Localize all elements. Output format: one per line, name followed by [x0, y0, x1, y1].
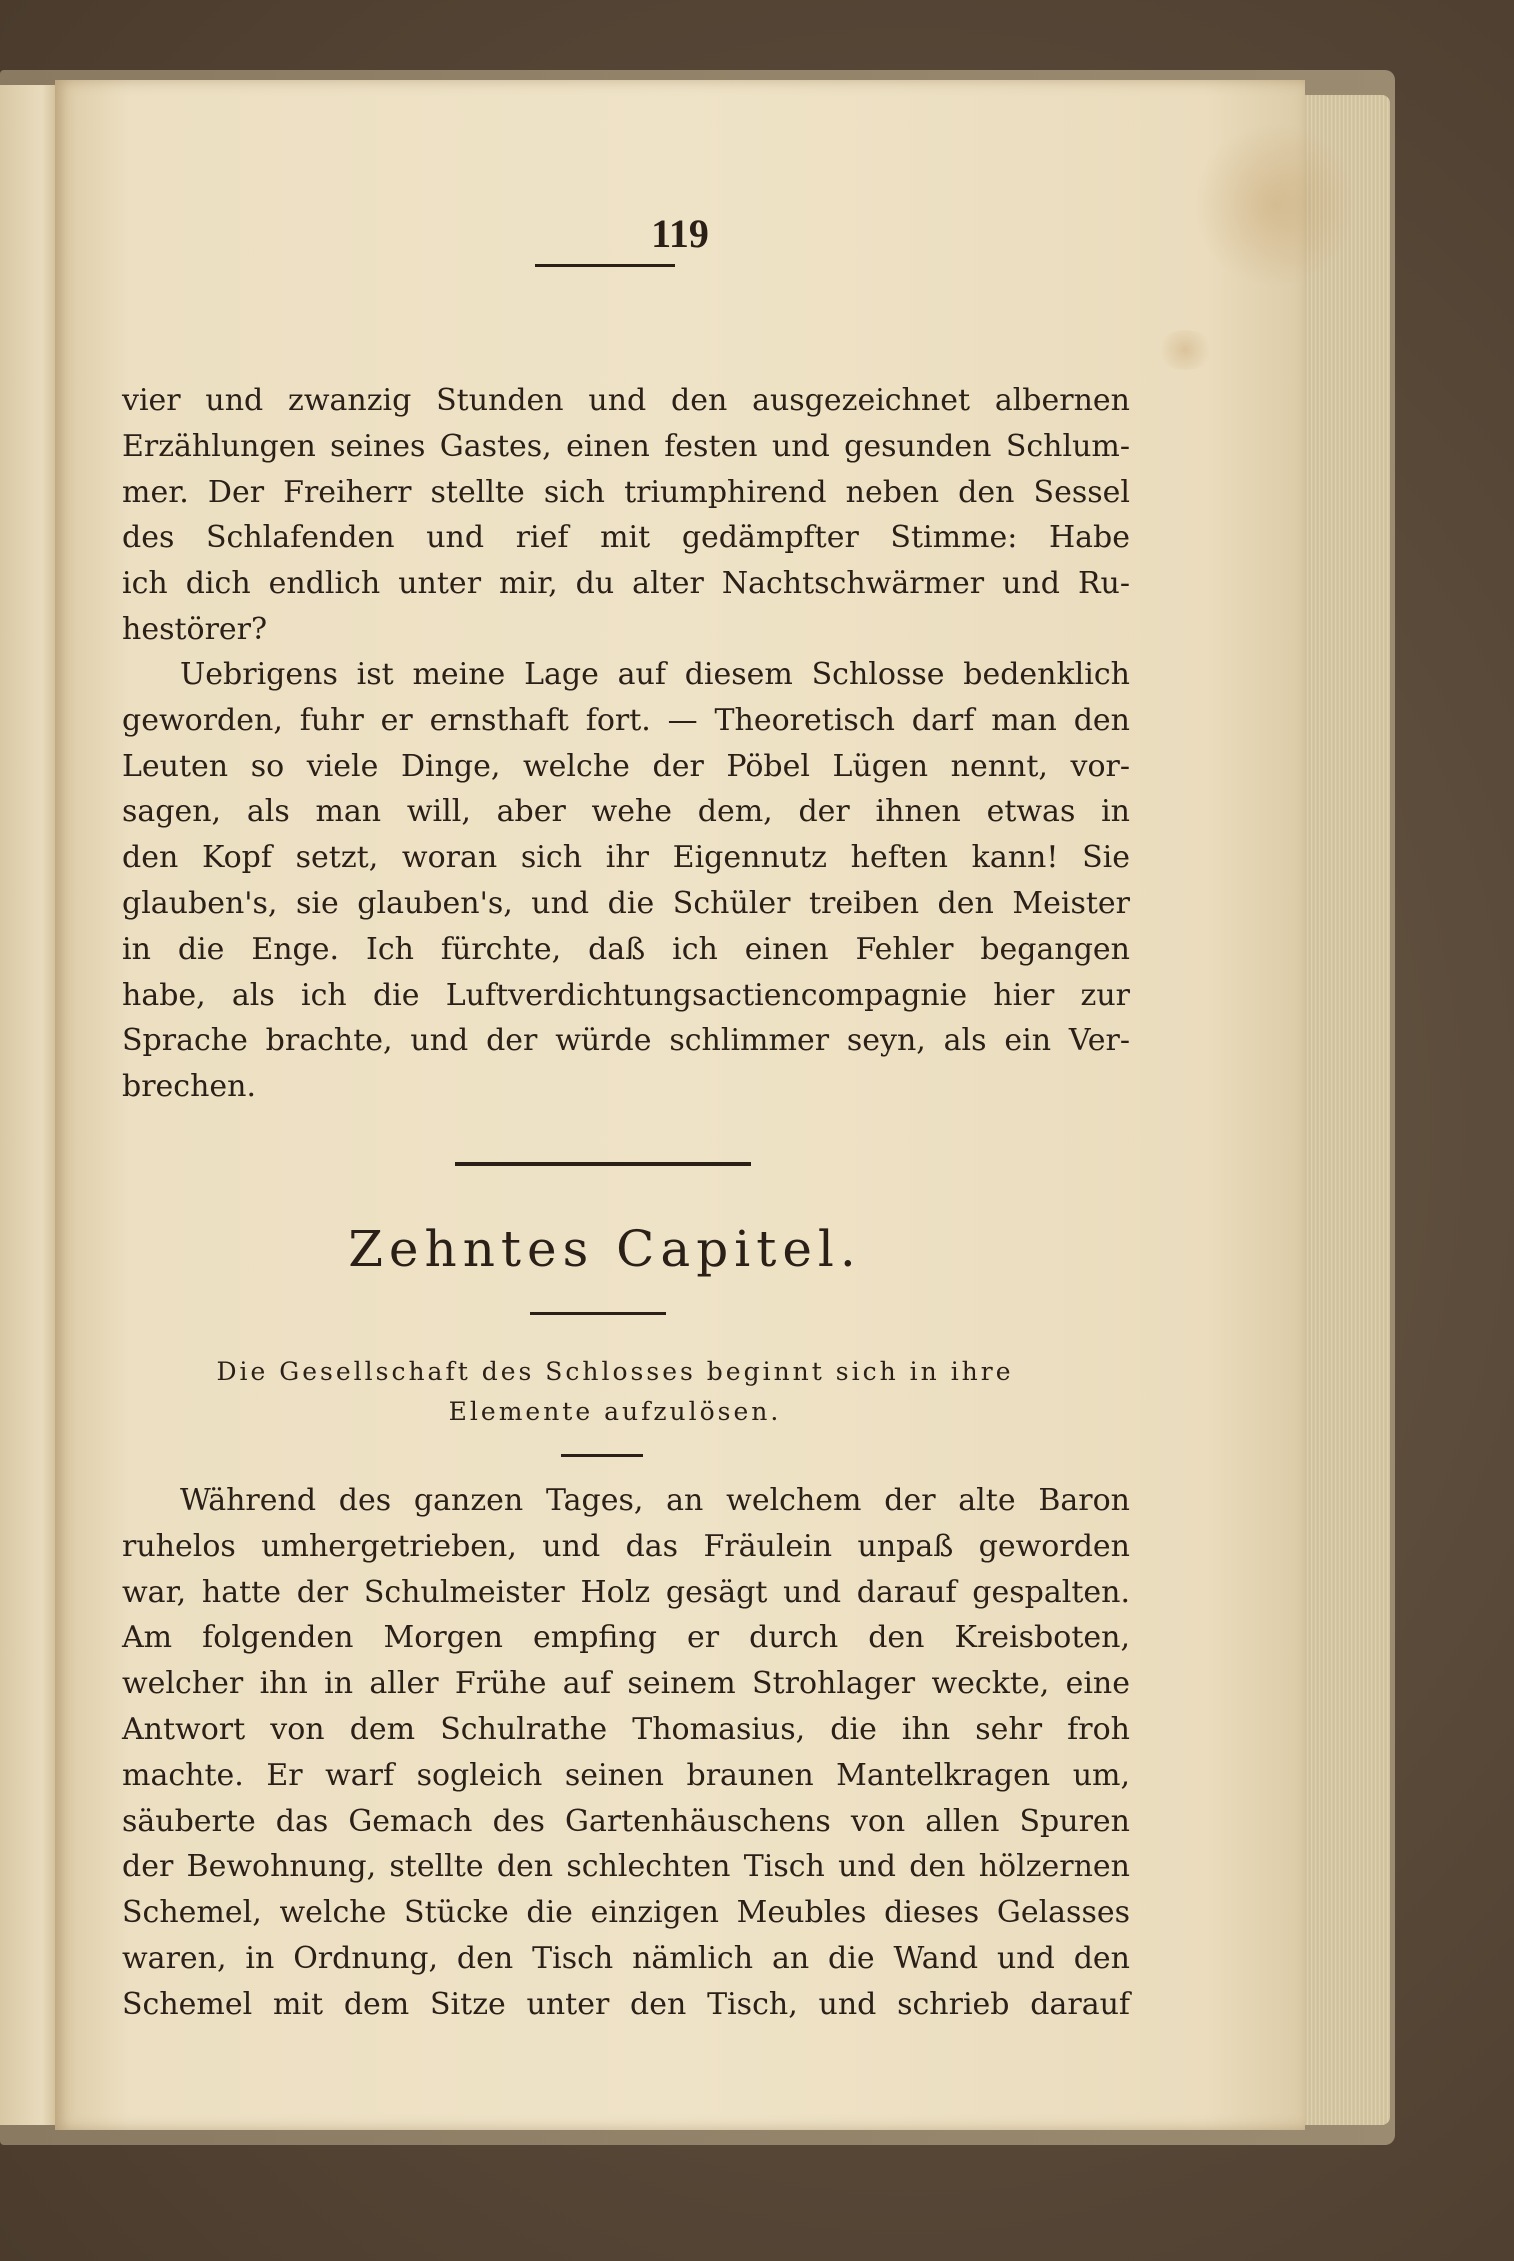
text-line: Antwort von dem Schulrathe Thomasius, die ihn sehr froh [122, 1711, 1130, 1747]
text-line: brechen. [122, 1069, 257, 1105]
text-line: Schemel mit dem Sitze unter den Tisch, und schrieb darauf [122, 1986, 1130, 2022]
text-line: des Schlafenden und rief mit gedämpfter Stimme: Habe [122, 520, 1130, 556]
text-line: sagen, als man will, aber wehe dem, der ihnen etwas in [122, 794, 1130, 830]
summary-divider [561, 1454, 643, 1457]
book-page [55, 80, 1305, 2130]
text-line: säuberte das Gemach des Gartenhäuschens von allen Spuren [122, 1803, 1130, 1839]
text-line: in die Enge. Ich fürchte, daß ich einen Fehler begangen [122, 931, 1130, 967]
text-line: ruhelos umhergetrieben, und das Fräulein unpaß geworden [122, 1528, 1130, 1564]
text-line: mer. Der Freiherr stellte sich triumphirend neben den Sessel [122, 474, 1130, 510]
section-divider [455, 1162, 751, 1166]
text-line: Erzählungen seines Gastes, einen festen und gesunden Schlum- [122, 428, 1130, 464]
text-line: war, hatte der Schulmeister Holz gesägt und darauf gespalten. [122, 1574, 1130, 1610]
text-line: Während des ganzen Tages, an welchem der alte Baron [180, 1483, 1130, 1518]
text-line: der Bewohnung, stellte den schlechten Tisch und den hölzernen [122, 1849, 1130, 1885]
text-line: vier und zwanzig Stunden und den ausgezeichnet albernen [122, 383, 1130, 418]
title-divider [530, 1312, 666, 1315]
text-line: Am folgenden Morgen empfing er durch den Kreisboten, [122, 1620, 1130, 1656]
page-number: 119 [651, 211, 709, 256]
page-number-rule [535, 264, 675, 267]
paper-stain [1195, 120, 1355, 290]
text-line: den Kopf setzt, woran sich ihr Eigennutz heften kann! Sie [122, 840, 1130, 876]
chapter-summary [175, 1352, 1055, 1432]
text-line: waren, in Ordnung, den Tisch nämlich an die Wand und den [122, 1940, 1130, 1976]
paper-stain [1155, 330, 1215, 370]
text-line: geworden, fuhr er ernsthaft fort. — Theoretisch darf man den [122, 702, 1130, 738]
paragraph [122, 652, 1130, 1110]
text-line: Sprache brachte, und der würde schlimmer seyn, als ein Ver- [122, 1023, 1130, 1059]
text-line: glauben's, sie glauben's, und die Schüler treiben den Meister [122, 885, 1130, 921]
summary-line: Elemente aufzulösen. [448, 1397, 782, 1426]
text-line: Schemel, welche Stücke die einzigen Meubles dieses Gelasses [122, 1895, 1130, 1931]
page-edges [1300, 95, 1390, 2125]
text-line: habe, als ich die Luftverdichtungsactiencompagnie hier zur [122, 977, 1130, 1013]
chapter-title: Zehntes Capitel. [348, 1220, 862, 1278]
paragraph [122, 1478, 1130, 2028]
text-line: hestörer? [122, 611, 268, 647]
text-line: Uebrigens ist meine Lage auf diesem Schlosse bedenklich [180, 657, 1130, 692]
facing-page [0, 85, 60, 2125]
paragraph-continued [122, 378, 1130, 653]
text-line: welcher ihn in aller Frühe auf seinem Strohlager weckte, eine [122, 1666, 1130, 1702]
text-line: ich dich endlich unter mir, du alter Nachtschwärmer und Ru- [122, 566, 1130, 602]
text-line: Leuten so viele Dinge, welche der Pöbel Lügen nennt, vor- [122, 748, 1130, 784]
text-line: machte. Er warf sogleich seinen braunen Mantelkragen um, [122, 1757, 1130, 1793]
summary-line: Die Gesellschaft des Schlosses beginnt sich in ihre [216, 1357, 1014, 1386]
